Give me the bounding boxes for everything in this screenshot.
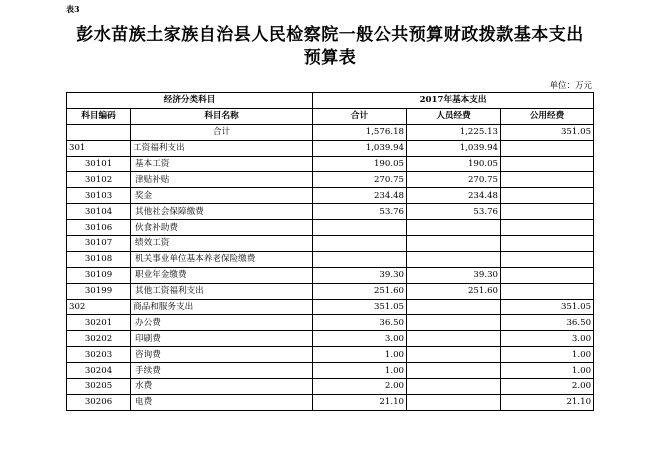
cell-code: 30199 — [67, 283, 131, 299]
cell-name: 职业年金缴费 — [131, 267, 313, 283]
cell-personnel: 1,225.13 — [407, 124, 501, 140]
cell-total: 53.76 — [313, 204, 407, 220]
cell-code: 30201 — [67, 315, 131, 331]
cell-name: 奖金 — [131, 188, 313, 204]
cell-public — [501, 204, 594, 220]
table-row — [67, 299, 594, 315]
cell-code: 30104 — [67, 204, 131, 220]
cell-name: 伙食补助费 — [131, 220, 313, 236]
cell-total — [313, 251, 407, 267]
cell-total: 190.05 — [313, 156, 407, 172]
header-total: 合计 — [313, 108, 407, 124]
cell-public: 3.00 — [501, 331, 594, 347]
cell-public — [501, 220, 594, 236]
cell-code: 30108 — [67, 251, 131, 267]
cell-total: 39.30 — [313, 267, 407, 283]
page-title-line2: 预算表 — [303, 48, 357, 68]
header-basic-expenditure: 2017年基本支出 — [313, 93, 594, 109]
cell-code: 301 — [67, 140, 131, 156]
cell-public — [501, 140, 594, 156]
cell-name: 电费 — [131, 394, 313, 410]
cell-public: 351.05 — [501, 124, 594, 140]
cell-personnel — [407, 394, 501, 410]
table-row — [67, 220, 594, 236]
cell-public — [501, 172, 594, 188]
cell-total: 2.00 — [313, 379, 407, 395]
table-row — [67, 283, 594, 299]
cell-public: 2.00 — [501, 379, 594, 395]
cell-total: 251.60 — [313, 283, 407, 299]
cell-name: 基本工资 — [131, 156, 313, 172]
table-number: 表3 — [66, 4, 80, 14]
cell-name: 机关事业单位基本养老保险缴费 — [131, 251, 313, 267]
cell-personnel: 234.48 — [407, 188, 501, 204]
header-economic-category: 经济分类科目 — [67, 93, 313, 109]
table-row — [67, 315, 594, 331]
cell-name: 其他工资福利支出 — [131, 283, 313, 299]
cell-name: 办公费 — [131, 315, 313, 331]
header-name: 科目名称 — [131, 108, 313, 124]
header-row-columns — [67, 108, 594, 124]
table-row — [67, 140, 594, 156]
cell-personnel — [407, 251, 501, 267]
cell-code: 30106 — [67, 220, 131, 236]
table-row — [67, 156, 594, 172]
cell-public — [501, 156, 594, 172]
table-row — [67, 124, 594, 140]
table-row — [67, 347, 594, 363]
cell-total: 1.00 — [313, 347, 407, 363]
cell-total — [313, 236, 407, 252]
cell-personnel — [407, 363, 501, 379]
cell-code: 30109 — [67, 267, 131, 283]
cell-personnel — [407, 379, 501, 395]
cell-name: 手续费 — [131, 363, 313, 379]
cell-name: 工资福利支出 — [131, 140, 313, 156]
cell-public: 1.00 — [501, 347, 594, 363]
cell-personnel: 270.75 — [407, 172, 501, 188]
cell-personnel — [407, 331, 501, 347]
cell-code: 30202 — [67, 331, 131, 347]
cell-code: 30103 — [67, 188, 131, 204]
cell-personnel: 1,039.94 — [407, 140, 501, 156]
table-row — [67, 331, 594, 347]
cell-code: 30205 — [67, 379, 131, 395]
cell-public — [501, 188, 594, 204]
table-row — [67, 204, 594, 220]
cell-name: 其他社会保障缴费 — [131, 204, 313, 220]
cell-name: 合计 — [131, 124, 313, 140]
cell-code: 30206 — [67, 394, 131, 410]
cell-public: 36.50 — [501, 315, 594, 331]
table-row — [67, 394, 594, 410]
cell-personnel — [407, 236, 501, 252]
cell-total — [313, 220, 407, 236]
cell-public — [501, 283, 594, 299]
cell-total: 234.48 — [313, 188, 407, 204]
cell-personnel — [407, 220, 501, 236]
cell-total: 1.00 — [313, 363, 407, 379]
cell-code: 30107 — [67, 236, 131, 252]
cell-public — [501, 267, 594, 283]
cell-personnel: 39.30 — [407, 267, 501, 283]
cell-name: 水费 — [131, 379, 313, 395]
cell-name: 商品和服务支出 — [131, 299, 313, 315]
cell-personnel: 251.60 — [407, 283, 501, 299]
table-row — [67, 236, 594, 252]
cell-personnel: 53.76 — [407, 204, 501, 220]
cell-total: 1,576.18 — [313, 124, 407, 140]
cell-public: 21.10 — [501, 394, 594, 410]
unit-label: 单位：万元 — [549, 81, 592, 91]
page-title: 彭水苗族土家族自治县人民检察院一般公共预算财政拨款基本支出 — [76, 25, 584, 45]
table-row — [67, 172, 594, 188]
cell-total: 351.05 — [313, 299, 407, 315]
cell-code: 302 — [67, 299, 131, 315]
cell-public: 1.00 — [501, 363, 594, 379]
cell-total: 21.10 — [313, 394, 407, 410]
cell-total: 1,039.94 — [313, 140, 407, 156]
cell-code: 30203 — [67, 347, 131, 363]
cell-total: 270.75 — [313, 172, 407, 188]
budget-table — [66, 92, 594, 411]
cell-total: 3.00 — [313, 331, 407, 347]
cell-name: 印刷费 — [131, 331, 313, 347]
cell-public — [501, 236, 594, 252]
cell-total: 36.50 — [313, 315, 407, 331]
cell-code: 30101 — [67, 156, 131, 172]
cell-code: 30204 — [67, 363, 131, 379]
table-row — [67, 267, 594, 283]
header-code: 科目编码 — [67, 108, 131, 124]
cell-public — [501, 251, 594, 267]
cell-personnel — [407, 347, 501, 363]
table-row — [67, 251, 594, 267]
table-row — [67, 188, 594, 204]
cell-personnel: 190.05 — [407, 156, 501, 172]
cell-code: 30102 — [67, 172, 131, 188]
cell-code — [67, 124, 131, 140]
header-personnel: 人员经费 — [407, 108, 501, 124]
table-row — [67, 363, 594, 379]
cell-personnel — [407, 315, 501, 331]
cell-name: 津贴补贴 — [131, 172, 313, 188]
header-public: 公用经费 — [501, 108, 594, 124]
cell-name: 咨询费 — [131, 347, 313, 363]
table-row — [67, 379, 594, 395]
cell-name: 绩效工资 — [131, 236, 313, 252]
cell-personnel — [407, 299, 501, 315]
header-row-group — [67, 93, 594, 109]
cell-public: 351.05 — [501, 299, 594, 315]
